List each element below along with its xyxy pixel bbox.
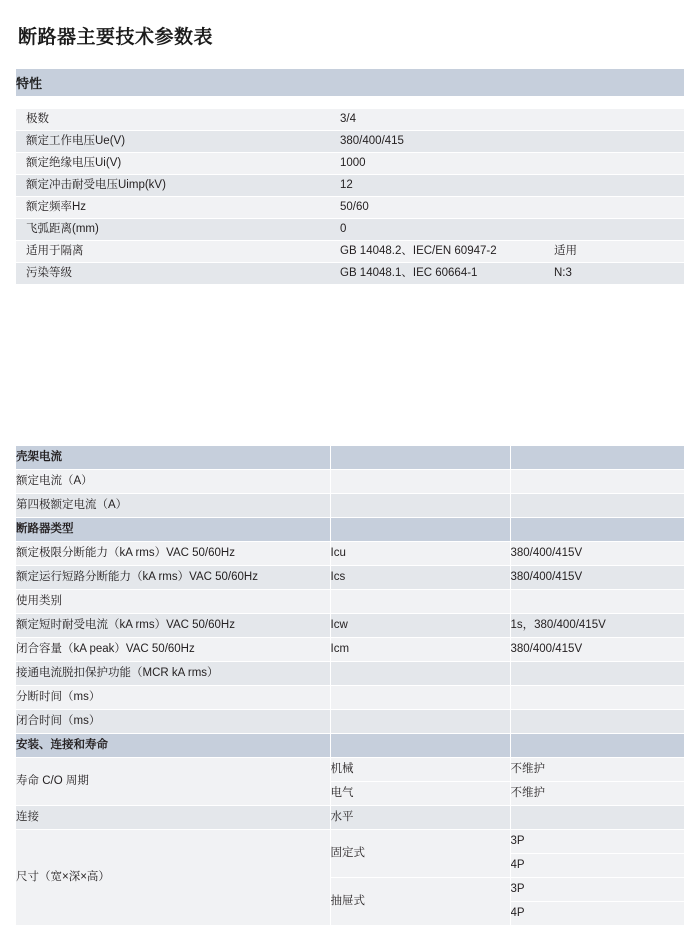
row-label: 接通电流脱扣保护功能（MCR kA rms）: [16, 662, 330, 686]
row-label: 额定短时耐受电流（kA rms）VAC 50/60Hz: [16, 614, 330, 638]
row-extra: [544, 175, 684, 196]
row-label: 额定运行短路分断能力（kA rms）VAC 50/60Hz: [16, 566, 330, 590]
row-col3: 1s，380/400/415V: [510, 614, 684, 638]
ratings-table: [16, 446, 684, 926]
row-extra: [544, 109, 684, 130]
life-item-name: 电气: [330, 782, 510, 806]
row-col2: Icw: [330, 614, 510, 638]
row-label: 闭合时间（ms）: [16, 710, 330, 734]
table-row: [16, 662, 684, 686]
row-col3: [510, 518, 684, 542]
row-col2: [330, 518, 510, 542]
row-extra: [544, 153, 684, 174]
row-label: 极数: [16, 109, 330, 130]
table-row: [16, 219, 684, 240]
table-row: [16, 263, 684, 284]
dimension-group-name: 固定式: [330, 830, 510, 878]
document-page: [0, 22, 700, 920]
characteristics-header: 特性: [16, 69, 684, 96]
row-col2: [330, 590, 510, 614]
row-col2: [330, 710, 510, 734]
row-value: 1000: [330, 153, 544, 174]
table-row: [16, 638, 684, 662]
table-row: [16, 734, 684, 758]
row-extra: N:3: [544, 263, 684, 284]
row-col2: [330, 470, 510, 494]
row-col3: [510, 662, 684, 686]
row-col2: Icm: [330, 638, 510, 662]
row-value: 50/60: [330, 197, 544, 218]
row-col2: Ics: [330, 566, 510, 590]
table-row: [16, 153, 684, 174]
dimensions-label: 尺寸（宽×深×高）: [16, 830, 330, 926]
table-row: [16, 542, 684, 566]
table-row: [16, 590, 684, 614]
table-row: [16, 241, 684, 262]
life-label: 寿命 C/O 周期: [16, 758, 330, 806]
table-row: [16, 197, 684, 218]
row-label: 壳架电流: [16, 446, 330, 470]
row-value: 3/4: [330, 109, 544, 130]
page-title: 断路器主要技术参数表: [18, 27, 214, 48]
table-row: [16, 494, 684, 518]
dimension-pole: 3P: [510, 878, 684, 902]
table-row: [16, 710, 684, 734]
row-extra: [544, 131, 684, 152]
row-value: 380/400/415: [330, 131, 544, 152]
row-col3: [510, 446, 684, 470]
row-label: 飞弧距离(mm): [16, 219, 330, 240]
row-label: 分断时间（ms）: [16, 686, 330, 710]
row-col3: [510, 710, 684, 734]
row-col2: Icu: [330, 542, 510, 566]
dimension-group-name: 抽屉式: [330, 878, 510, 926]
life-item-value: 不维护: [510, 782, 684, 806]
connection-extra: [510, 806, 684, 830]
row-col3: [510, 470, 684, 494]
row-label: 使用类别: [16, 590, 330, 614]
table-row-dimension: [16, 830, 684, 854]
table-row: [16, 131, 684, 152]
row-col3: [510, 686, 684, 710]
row-col3: 380/400/415V: [510, 638, 684, 662]
row-value: 0: [330, 219, 544, 240]
row-col2: [330, 494, 510, 518]
row-label: 额定工作电压Ue(V): [16, 131, 330, 152]
row-label: 额定频率Hz: [16, 197, 330, 218]
spacer: [16, 96, 684, 109]
dimension-pole: 4P: [510, 854, 684, 878]
row-col2: [330, 734, 510, 758]
row-extra: [544, 197, 684, 218]
table-row: [16, 446, 684, 470]
row-label: 额定电流（A）: [16, 470, 330, 494]
row-col3: 380/400/415V: [510, 542, 684, 566]
connection-label: 连接: [16, 806, 330, 830]
table-row-connection: [16, 806, 684, 830]
row-extra: [544, 219, 684, 240]
characteristics-section: [16, 69, 684, 284]
table-header-row: [16, 69, 684, 96]
row-col2: [330, 446, 510, 470]
dimension-pole: 3P: [510, 830, 684, 854]
row-extra: 适用: [544, 241, 684, 262]
row-col3: [510, 734, 684, 758]
row-col2: [330, 662, 510, 686]
row-label: 污染等级: [16, 263, 330, 284]
ratings-section: [16, 446, 684, 926]
table-row: [16, 175, 684, 196]
table-row: [16, 109, 684, 130]
table-row: [16, 518, 684, 542]
life-item-name: 机械: [330, 758, 510, 782]
row-label: 额定冲击耐受电压Uimp(kV): [16, 175, 330, 196]
table-row: [16, 566, 684, 590]
row-label: 闭合容量（kA peak）VAC 50/60Hz: [16, 638, 330, 662]
row-label: 额定极限分断能力（kA rms）VAC 50/60Hz: [16, 542, 330, 566]
row-label: 安装、连接和寿命: [16, 734, 330, 758]
row-col2: [330, 686, 510, 710]
table-row: [16, 686, 684, 710]
life-item-value: 不维护: [510, 758, 684, 782]
connection-value: 水平: [330, 806, 510, 830]
row-value: 12: [330, 175, 544, 196]
characteristics-table: [16, 69, 684, 284]
dimension-pole: 4P: [510, 902, 684, 926]
row-label: 断路器类型: [16, 518, 330, 542]
table-row-life-mechanical: [16, 758, 684, 782]
row-label: 适用于隔离: [16, 241, 330, 262]
row-value: GB 14048.1、IEC 60664-1: [330, 263, 544, 284]
row-col3: [510, 590, 684, 614]
row-col3: 380/400/415V: [510, 566, 684, 590]
row-label: 额定绝缘电压Ui(V): [16, 153, 330, 174]
row-value: GB 14048.2、IEC/EN 60947-2: [330, 241, 544, 262]
row-label: 第四极额定电流（A）: [16, 494, 330, 518]
row-col3: [510, 494, 684, 518]
table-row: [16, 470, 684, 494]
table-row: [16, 614, 684, 638]
